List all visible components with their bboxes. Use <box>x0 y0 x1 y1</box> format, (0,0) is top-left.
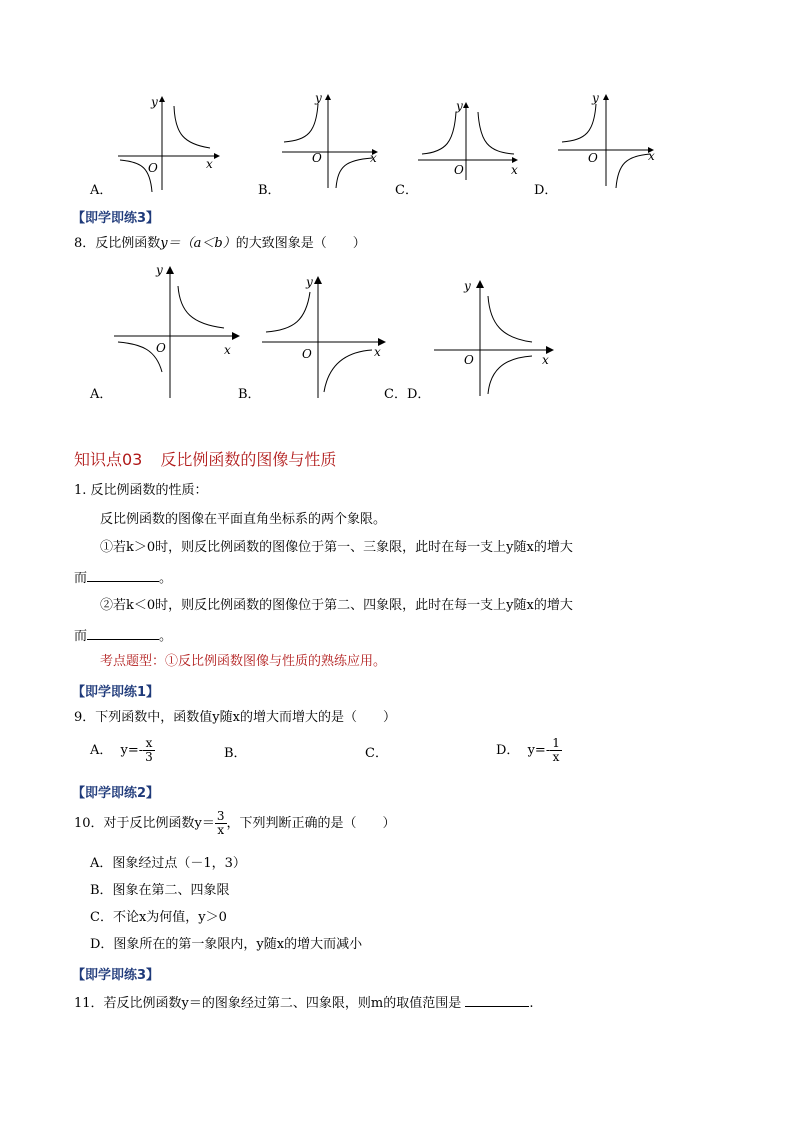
svg-text:x: x <box>648 149 655 163</box>
svg-text:x: x <box>511 163 518 177</box>
svg-text:x: x <box>542 353 549 367</box>
q7-option-c-label[interactable]: C． <box>395 183 418 198</box>
exam-point-note: 考点题型：①反比例函数图像与性质的熟练应用。 <box>100 654 387 669</box>
practice-tag: 【即学即练3】 <box>72 211 160 226</box>
q8-option-b-label[interactable]: B． <box>238 387 261 402</box>
svg-text:y: y <box>306 275 313 289</box>
question-9-stem: 9．下列函数中，函数值y随x的增大而增大的是（ ） <box>74 710 396 725</box>
svg-text:x: x <box>374 345 381 359</box>
question-text-end: 的大致图象是（ ） <box>235 236 366 251</box>
svg-text:x: x <box>224 343 231 357</box>
q10-option-b[interactable]: B．图象在第二、四象限 <box>90 883 230 898</box>
practice-tag: 【即学即练2】 <box>72 786 160 801</box>
svg-text:O: O <box>302 347 312 361</box>
text: 而 <box>74 571 88 586</box>
svg-text:O: O <box>312 151 322 165</box>
q7-option-b-label[interactable]: B． <box>258 183 281 198</box>
text: 。 <box>159 571 173 586</box>
svg-text:O: O <box>454 163 464 177</box>
fraction: $\frac{1}{x}$ <box>552 736 560 764</box>
question-10-stem <box>74 810 396 837</box>
q10-option-c[interactable]: C．不论x为何值，y＞0 <box>90 910 227 925</box>
question-text: 10．对于反比例函数y＝ <box>74 816 215 831</box>
property-line-2: ①若k＞0时，则反比例函数的图像位于第一、三象限，此时在每一支上y随x的增大 <box>100 540 573 555</box>
q9-option-b[interactable]: B． <box>224 746 247 761</box>
text: 。 <box>159 629 173 644</box>
section-number: 知识点03 <box>74 450 143 469</box>
answer-blank[interactable] <box>465 994 529 1007</box>
svg-text:y: y <box>456 99 463 113</box>
question-text: 11．若反比例函数y＝的图象经过第二、四象限，则m的取值范围是 <box>74 996 462 1011</box>
svg-text:O: O <box>464 353 474 367</box>
q7-option-a-label[interactable]: A． <box>90 183 113 198</box>
formula-prefix: y=- <box>527 743 551 758</box>
q10-option-d[interactable]: D．图象所在的第一象限内，y随x的增大而减小 <box>90 937 363 952</box>
svg-text:x: x <box>206 157 213 171</box>
svg-text:y: y <box>151 95 158 109</box>
svg-text:y: y <box>315 91 322 105</box>
section-heading <box>74 447 336 470</box>
graph-option-c-q7 <box>416 98 526 198</box>
text: . <box>529 996 534 1011</box>
q8-option-a-label[interactable]: A． <box>90 387 113 402</box>
svg-text:y: y <box>156 263 163 277</box>
question-text-end: ，下列判断正确的是（ ） <box>226 816 396 831</box>
q9-option-d[interactable] <box>496 737 562 764</box>
graph-option-d-q7 <box>556 90 666 190</box>
q7-option-d-label[interactable]: D． <box>534 183 558 198</box>
svg-text:y: y <box>592 91 599 105</box>
practice-tag: 【即学即练3】 <box>72 968 160 983</box>
property-line-5 <box>74 627 172 645</box>
fraction: $\frac{3}{x}$ <box>216 809 225 837</box>
svg-text:O: O <box>588 151 598 165</box>
formula: y＝（a＜b） <box>160 236 236 251</box>
fraction: $\frac{x}{3}$ <box>145 736 153 764</box>
graph-option-b-q7 <box>280 90 390 190</box>
q10-option-a[interactable]: A．图象经过点（－1，3） <box>90 856 246 871</box>
section-title: 反比例函数的图像与性质 <box>160 450 337 469</box>
graph-option-a-q8 <box>112 262 252 402</box>
q9-option-a[interactable] <box>90 737 155 764</box>
graph-option-a-q7 <box>112 94 222 194</box>
question-11-stem <box>74 994 534 1012</box>
svg-text:O: O <box>156 341 166 355</box>
answer-blank[interactable] <box>87 627 159 640</box>
svg-text:O: O <box>148 161 158 175</box>
property-line-4: ②若k＜0时，则反比例函数的图像位于第二、四象限，此时在每一支上y随x的增大 <box>100 598 573 613</box>
formula-prefix: y=- <box>120 743 144 758</box>
graph-option-b-q8 <box>260 272 400 402</box>
property-heading: 1. 反比例函数的性质： <box>74 483 208 498</box>
property-line-1: 反比例函数的图像在平面直角坐标系的两个象限。 <box>100 512 387 527</box>
answer-blank[interactable] <box>87 569 159 582</box>
text: 而 <box>74 629 88 644</box>
option-label: A． <box>90 743 113 758</box>
option-label: D． <box>496 743 520 758</box>
property-line-3 <box>74 569 172 587</box>
question-text: 反比例函数 <box>95 236 161 251</box>
q8-option-cd-label[interactable]: C．D． <box>384 387 431 402</box>
graph-option-d-q8 <box>432 276 572 396</box>
practice-tag: 【即学即练1】 <box>72 685 160 700</box>
svg-text:y: y <box>464 279 471 293</box>
question-8-stem <box>74 236 366 252</box>
svg-text:x: x <box>370 151 377 165</box>
question-number: 8． <box>74 236 96 251</box>
q9-option-c[interactable]: C． <box>365 746 388 761</box>
